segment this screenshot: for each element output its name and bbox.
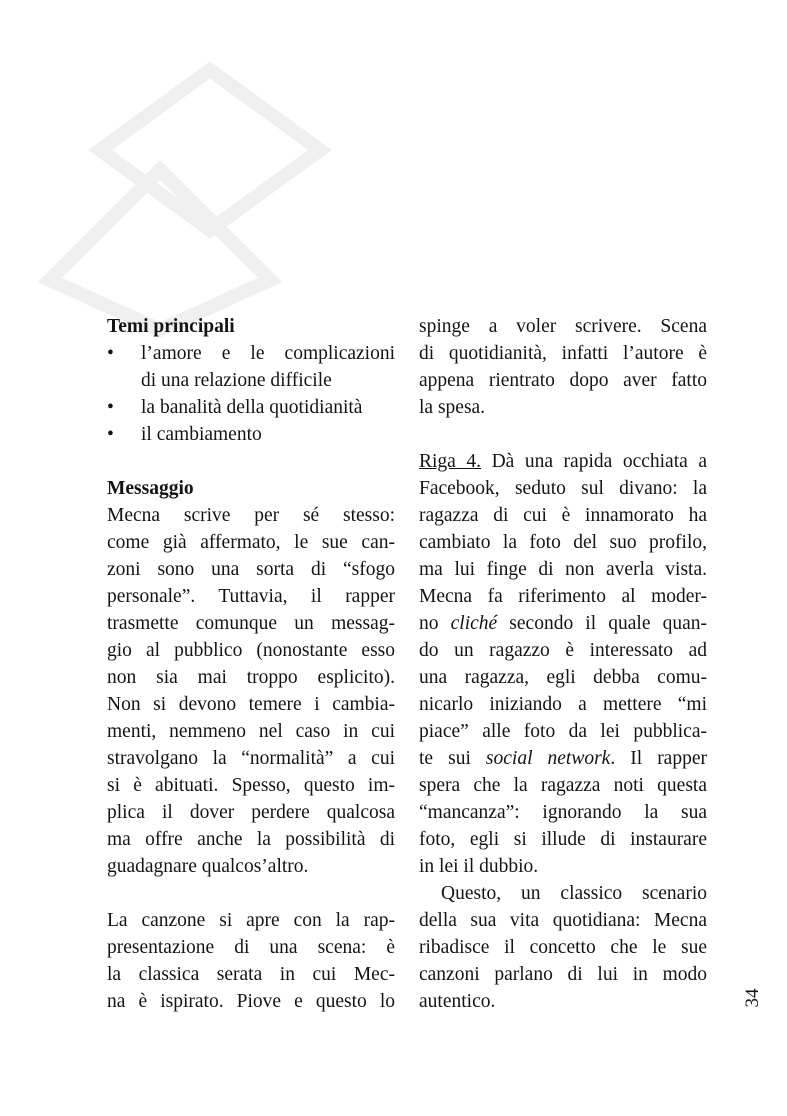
bullet-icon: •: [107, 424, 114, 445]
bullet-icon: •: [107, 343, 114, 364]
riga-4-paragraph: Riga 4. Dà una rapida occhiata a Facebook, seduto sul divano: la ragazza di cui è innamorato ha cambiato la foto del suo profilo, ma lui finge di non averla vista. Mecna fa riferimento al moder- no cliché secondo il quale quan- do un ragazzo è interessato ad una ragazza, egli debba comu- nicarlo iniziando a mettere “mi piace” alle foto da lei pubblica- te sui social network. Il rapper spera che la ragazza noti questa “mancanza”: ignorando la sua foto, egli si illude di instaurare in lei il dubbio.: [419, 451, 707, 877]
watermark-logo: [20, 30, 350, 340]
line-reference-label: Riga 4.: [419, 451, 482, 472]
list-item: • l’amore e le complicazioni: [107, 340, 395, 367]
intro-paragraph-continued: spinge a voler scrivere. Scena di quotidianità, infatti l’autore è appena rientrato dopo aver fatto la spesa.: [419, 316, 707, 418]
list-item: • il cambiamento: [107, 421, 395, 448]
bullet-icon: •: [107, 397, 114, 418]
list-item: • la banalità della quotidianità: [107, 394, 395, 421]
message-heading: Messaggio: [107, 478, 194, 499]
page-number: 34: [742, 988, 763, 1008]
left-column: [107, 313, 395, 1015]
themes-list: [107, 340, 395, 448]
intro-paragraph: La canzone si apre con la rap- presentazione di una scena: è la classica serata in cui Mec- na è ispirato. Piove e questo lo: [107, 910, 395, 1012]
right-column: [419, 313, 707, 1015]
message-paragraph: Mecna scrive per sé stesso: come già affermato, le sue can- zoni sono una sorta di “sfogo personale”. Tuttavia, il rapper trasmette comunque un messag- gio al pubblico (nonostante esso non sia mai troppo esplicito). Non si devono temere i cambia- menti, nemmeno nel caso in cui stravolgano la “normalità” a cui si è abituati. Spesso, questo im- plica il dover perdere qualcosa ma offre anche la possibilità di guadagnare qualcos’altro.: [107, 505, 395, 877]
final-paragraph: Questo, un classico scenario della sua vita quotidiana: Mecna ribadisce il concetto che le sue canzoni parlano di lui in modo autentico.: [419, 883, 707, 1012]
themes-heading: Temi principali: [107, 316, 235, 337]
italic-term: cliché: [450, 613, 498, 634]
list-item-continuation: di una relazione difficile: [141, 370, 332, 391]
italic-term: social network: [485, 748, 611, 769]
